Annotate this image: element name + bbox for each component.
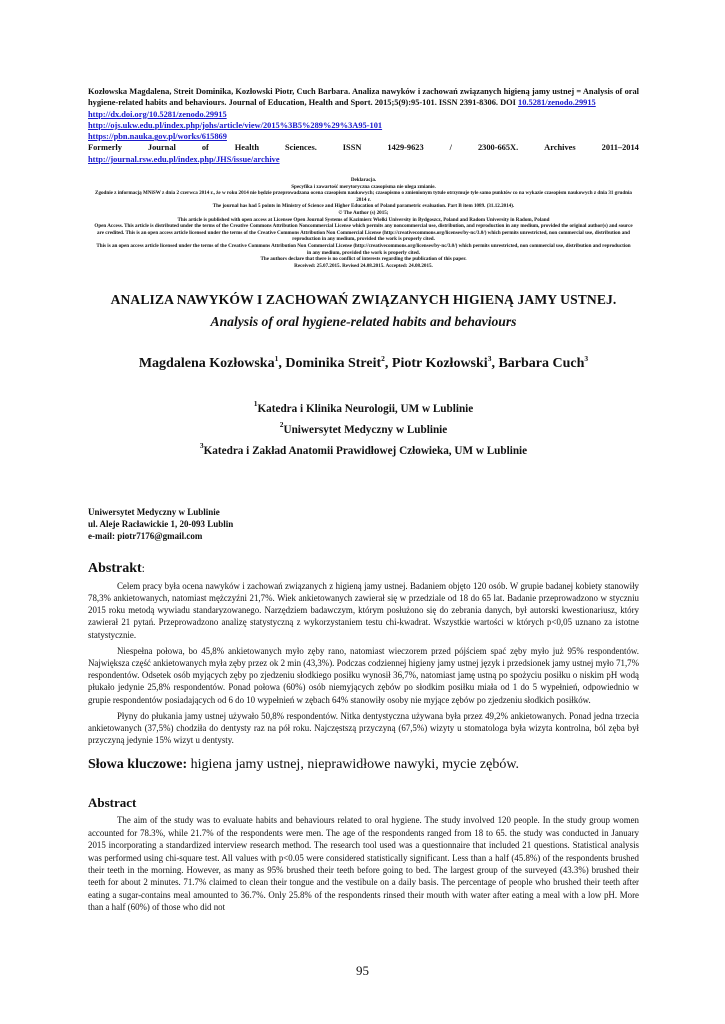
- contact-block: [88, 507, 639, 542]
- keywords-text: higiena jamy ustnej, nieprawidłowe nawyki, mycie zębów.: [187, 757, 520, 773]
- formerly-line: Formerly Journal of Health Sciences. ISSN 1429-9623 / 2300-665X. Archives 2011–2014: [88, 143, 639, 153]
- declaration-line: The journal has had 5 points in Ministry of Science and Higher Education of Poland parametric evaluation. Part B item 1089. (31.12.2014).: [212, 203, 515, 210]
- abstrakt-body: [88, 580, 639, 747]
- affiliation: $^1$Katedra i Klinika Neurologii, UM w Lublinie: [253, 399, 474, 416]
- affiliation: $^2$Uniwersytet Medyczny w Lublinie: [279, 420, 448, 437]
- author-affil-sup: 3: [584, 354, 589, 364]
- author-name: Dominika Streit: [285, 356, 382, 372]
- declaration-line: Specyfika i zawartość merytoryczna czasopisma nie ulega zmianie.: [291, 183, 436, 190]
- declaration-line: Zgodnie z informacją MNiSW z dnia 2 czerwca 2014 r., że w roku 2014 nie będzie przeprowadzana ocena czasopism naukowych; czasopismo o zmienionym tytule otrzymuje tyle samo punktów co na wykazie czasopism naukowych z dnia 31 grudnia 2014 r.: [95, 190, 632, 203]
- abstract-heading: Abstract: [88, 795, 137, 811]
- declaration-line: Received: 25.07.2015. Revised 24.08.2015. Accepted: 24.08.2015.: [294, 262, 433, 269]
- abstract-paragraph: The aim of the study was to evaluate habits and behaviours related to oral hygiene. The study involved 120 people. In the study group women accounted for 78.3%, while 21.7% of the respondents were men. The age of the respondents ranged from 18 to 65. the study was conducted in January 2015 incorporating a standardized interview research method. The research tool used was a questionnaire that included 21 questions. Statistical analysis was performed using chi-square test. All values with p<0.05 were considered statistically significant. Less than a half (45.8%) of the respondents brushed their teeth in the morning. However, as many as 95% brushed their teeth before going to bed. The largest group of the surveyed (43.3%) brushed their teeth for about 2 minutes. 71.7% claimed to clean their tongue and the vestibule on a daily basis. The percentage of people who brushed their teeth after eating a sugar-contains meal amounted to 36.7%. Only 25.8% of the respondents rinsed their mouth with water after eating a meal with a low pH. More than a half (60%) of those who did not: [88, 815, 639, 913]
- doi-inline-link[interactable]: 10.5281/zenodo.29915: [518, 98, 596, 108]
- keywords-line: [88, 757, 639, 773]
- affiliation: $^3$Katedra i Zakład Anatomii Prawidłowej Człowieka, UM w Lublinie: [199, 441, 528, 458]
- abstrakt-heading: Abstrakt:: [88, 560, 146, 576]
- page-content: [88, 86, 639, 914]
- affiliation-list: [88, 396, 639, 459]
- citation-block: [88, 86, 639, 165]
- abstrakt-paragraph: Niespełna połowa, bo 45,8% ankietowanych myło zęby rano, natomiast wieczorem przed pójściem spać zęby myło już 95% respondentów. Największa część ankietowanych myła zęby przez ok 2 min (43,3%). Podczas codziennej higieny jamy ustnej język i przedsionek jamy ustnej myło 71,7% respondentów. Odsetek osób myjących zęby po zjedzeniu słodkiego posiłku wynosił 36,7%, natomiast jamę ustną po spożyciu posiłku o niskim pH wodą płukało jedynie 25,8% respondentów. Ponad połowa (60%) osób niemyjących zębów po słodkim posiłku miała od 1 do 5 wypełnień, odpowiednio w grupie respondentów posiadających od 6 do 10 wypełnień w zębach 64% stanowiły osoby nie myjące zębów po zjedzeniu słodkich posiłków.: [88, 645, 639, 705]
- declaration-line: © The Author (s) 2015;: [338, 210, 389, 217]
- abstrakt-paragraph: Płyny do płukania jamy ustnej używało 50,8% respondentów. Nitka dentystyczna używana była przez 49,2% ankietowanych. Ponad jedna trzecia ankietowanych (37,5%) chodziła do dentysty raz na pół roku. Najczęstszą przyczyną (67,5%) wizyty u stomatologa była wizyta kontrolna, ból zęba był przyczyną jedynie 15% wizyt u dentysty.: [88, 710, 639, 746]
- author-affil-sup: 1: [274, 354, 279, 364]
- author-name: Piotr Kozłowski: [391, 356, 488, 372]
- declaration-line: This is an open access article licensed under the terms of the Creative Commons Attribution Non Commercial License (http://creativecommons.org/licenses/by-nc/3.0/) which permits unrestricted, non commercial use, distribution and reproduction in any medium, provided the work is properly cited.: [96, 243, 631, 256]
- author-name: Magdalena Kozłowska: [138, 356, 275, 372]
- author-affil-sup: 2: [381, 354, 385, 364]
- abstract-body: [88, 814, 639, 913]
- author-affil-sup: 3: [487, 354, 492, 364]
- title-polish: ANALIZA NAWYKÓW I ZACHOWAŃ ZWIĄZANYCH HIGIENĄ JAMY USTNEJ.: [110, 292, 617, 308]
- contact-address: ul. Aleje Racławickie 1, 20-093 Lublin: [88, 519, 234, 530]
- declaration-line: Deklaracja.: [350, 177, 377, 184]
- declaration-block: [88, 177, 639, 269]
- title-english: Analysis of oral hygiene-related habits and behaviours: [210, 314, 517, 330]
- author-name: Barbara Cuch: [498, 356, 585, 372]
- declaration-line: The authors declare that there is no conflict of interests regarding the publication of this paper.: [260, 256, 467, 263]
- abstrakt-paragraph: Celem pracy była ocena nawyków i zachowań związanych z higieną jamy ustnej. Badaniem objęto 120 osób. W grupie badanej kobiety stanowiły 78,3% ankietowanych, natomiast mężczyźni 21,7%. Wiek ankietowanych zawierał się w przedziale od 18 do 65 lat. Badanie przeprowadzono w styczniu 2015 roku metodą wywiadu standaryzowanego. Narzędziem badawczym, którym posłużono się do zebrania danych, był autorski kwestionariusz, który zawierał 21 pytań. Przeprowadzono analizę statystyczną z wykorzystaniem testu chi-kwadrat. Wszystkie wartości w których p<0,05 uznano za istotne statystycznie.: [88, 580, 639, 640]
- citation-text: Kozłowska Magdalena, Streit Dominika, Kozłowski Piotr, Cuch Barbara. Analiza nawyków i zachowań związanych higieną jamy ustnej = Analysis of oral hygiene-related habits and behaviours. Journal of Education, Health and Sport. 2015;5(9):95-101. ISSN 2391-8306. DOI: [88, 87, 639, 108]
- pbn-link[interactable]: https://pbn.nauka.gov.pl/works/615869: [88, 132, 227, 142]
- contact-institution: Uniwersytet Medyczny w Lublinie: [88, 507, 220, 518]
- ojs-link[interactable]: http://ojs.ukw.edu.pl/index.php/johs/article/view/2015%3B5%289%29%3A95-101: [88, 120, 383, 130]
- keywords-label: Słowa kluczowe:: [88, 757, 188, 773]
- contact-email: e-mail: piotr7176@gmail.com: [88, 530, 203, 541]
- author-list: Magdalena Kozłowska$^1$, Dominika Streit$^2$, Piotr Kozłowski$^3$, Barbara Cuch$^3$: [138, 354, 589, 372]
- archive-link[interactable]: http://journal.rsw.edu.pl/index.php/JHS/issue/archive: [88, 154, 280, 164]
- doi-link[interactable]: http://dx.doi.org/10.5281/zenodo.29915: [88, 109, 227, 119]
- page-number: 95: [356, 963, 369, 978]
- declaration-line: This article is published with open access at Licensee Open Journal Systems of Kazimierz Wielki University in Bydgoszcz, Poland and Radom University in Radom, Poland: [177, 216, 550, 223]
- declaration-line: Open Access. This article is distributed under the terms of the Creative Commons Attribution Noncommercial License which permits any noncommercial use, distribution, and reproduction in any medium, provided the original author(s) and source are credited. This is an open access article licensed under the terms of the Creative Commons Attribution Non Commercial License (http://creativecommons.org/licenses/by-nc/3.0/) which permits unrestricted, non commercial use, distribution and reproduction in any medium, provided the work is properly cited.: [94, 223, 633, 243]
